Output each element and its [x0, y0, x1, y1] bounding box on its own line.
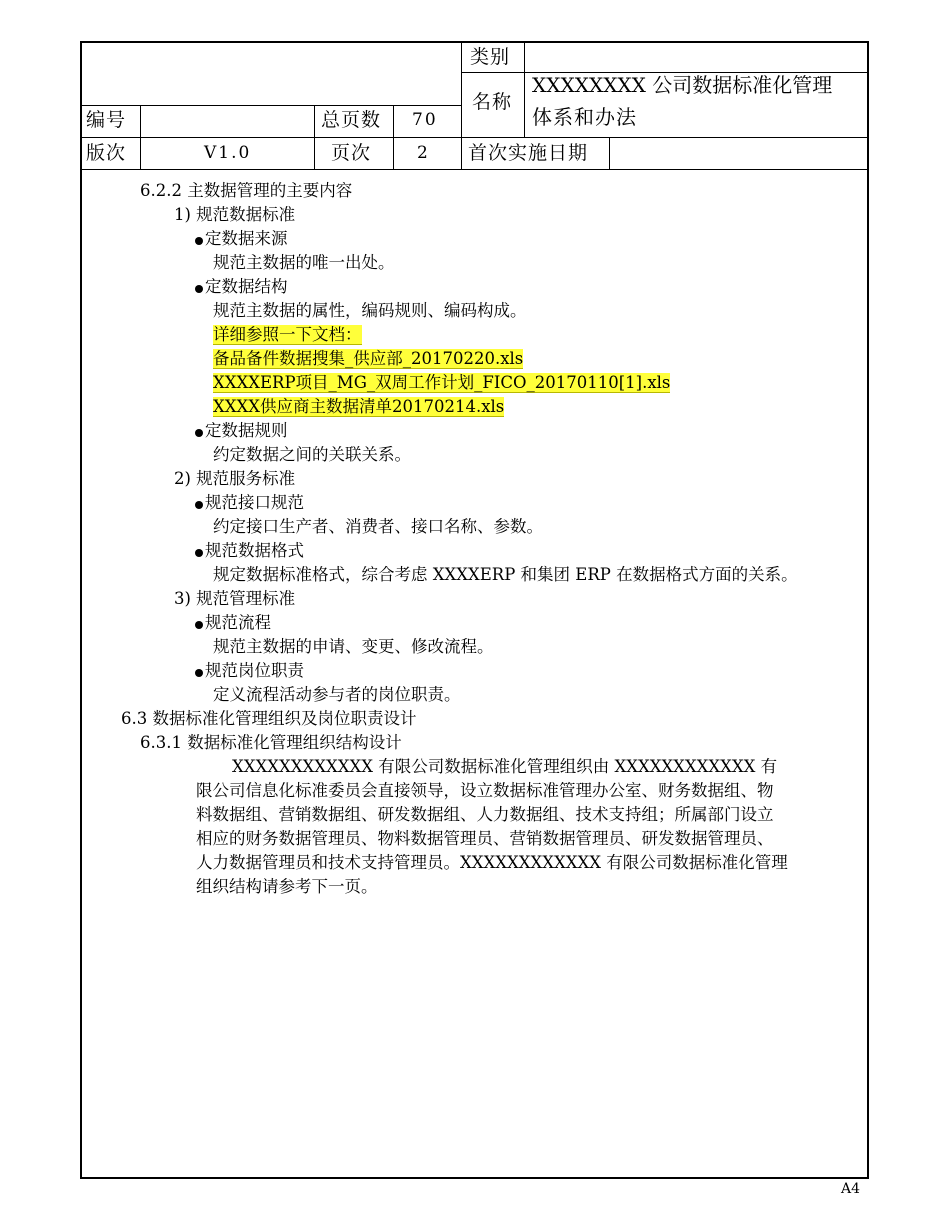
name-value-line1: XXXXXXXX 公司数据标准化管理	[532, 73, 833, 97]
total-pages-value: 70	[412, 110, 438, 130]
highlighted-reference-file-3: XXXX供应商主数据清单20170214.xls	[213, 397, 505, 416]
bullet-icon	[195, 501, 203, 509]
version-value: V1.0	[204, 143, 252, 163]
bullet-duty-desc: 定义流程活动参与者的岗位职责。	[213, 685, 461, 704]
header-line-number-top	[82, 105, 461, 106]
list-item-3: 3) 规范管理标准	[174, 589, 296, 608]
paragraph-line-6: 组织结构请参考下一页。	[196, 877, 378, 896]
bullet-duty: 规范岗位职责	[195, 660, 304, 682]
bullet-process-desc: 规范主数据的申请、变更、修改流程。	[213, 637, 494, 656]
page-value: 2	[417, 143, 430, 163]
section-heading-6-3: 6.3 数据标准化管理组织及岗位职责设计	[121, 709, 417, 728]
first-impl-date-label: 首次实施日期	[468, 142, 589, 164]
name-label: 名称	[472, 91, 513, 113]
header-vline-label-col	[140, 105, 141, 169]
highlighted-reference-file-1: 备品备件数据搜集_供应部_20170220.xls	[213, 349, 524, 368]
version-label: 版次	[86, 142, 127, 164]
bullet-data-source-desc: 规范主数据的唯一出处。	[213, 253, 395, 272]
paragraph-line-1: XXXXXXXXXXXX 有限公司数据标准化管理组织由 XXXXXXXXXXXX 有	[232, 757, 778, 776]
bullet-interface: 规范接口规范	[195, 492, 304, 514]
bullet-data-format-desc: 规定数据标准格式，综合考虑 XXXXERP 和集团 ERP 在数据格式方面的关系。	[213, 565, 798, 584]
bullet-icon	[195, 669, 203, 677]
paragraph-line-4: 相应的财务数据管理员、物料数据管理员、营销数据管理员、研发数据管理员、	[196, 829, 774, 848]
highlighted-reference-file-2: XXXXERP项目_MG_双周工作计划_FICO_20170110[1].xls	[213, 373, 671, 392]
list-item-2: 2) 规范服务标准	[174, 469, 296, 488]
bullet-icon	[195, 237, 203, 245]
name-value-line2: 体系和办法	[532, 105, 637, 129]
bullet-interface-desc: 约定接口生产者、消费者、接口名称、参数。	[213, 517, 543, 536]
header-vline-date	[609, 137, 610, 169]
bullet-data-rule-desc: 约定数据之间的关联关系。	[213, 445, 411, 464]
bullet-data-format: 规范数据格式	[195, 540, 304, 562]
document-body	[82, 171, 867, 1177]
bullet-icon	[195, 621, 203, 629]
bullet-data-source: 定数据来源	[195, 228, 288, 250]
header-line-bottom	[82, 169, 869, 170]
header-vline-mid-label	[314, 105, 315, 169]
bullet-data-structure-desc: 规范主数据的属性，编码规则、编码构成。	[213, 301, 527, 320]
section-heading-6-2-2: 6.2.2 主数据管理的主要内容	[140, 181, 353, 200]
category-label: 类别	[470, 46, 511, 68]
paragraph-line-3: 料数据组、营销数据组、研发数据组、人力数据组、技术支持组；所属部门设立	[196, 805, 774, 824]
bullet-icon	[195, 429, 203, 437]
section-heading-6-3-1: 6.3.1 数据标准化管理组织结构设计	[140, 733, 402, 752]
bullet-data-rule: 定数据规则	[195, 420, 288, 442]
bullet-icon	[195, 285, 203, 293]
page-label: 页次	[331, 142, 372, 164]
document-page	[80, 41, 869, 1179]
bullet-icon	[195, 549, 203, 557]
header-line-name-bottom	[82, 137, 869, 138]
total-pages-label: 总页数	[321, 109, 382, 131]
header-vline-right-block	[461, 43, 462, 169]
paper-size-label: A4	[841, 1181, 861, 1197]
paragraph-line-5: 人力数据管理员和技术支持管理员。XXXXXXXXXXXX 有限公司数据标准化管理	[196, 853, 788, 872]
paragraph-line-2: 限公司信息化标准委员会直接领导，设立数据标准管理办公室、财务数据组、物	[196, 781, 774, 800]
header-vline-mid-value	[393, 105, 394, 169]
header-vline-right-label	[524, 43, 525, 137]
number-label: 编号	[86, 109, 127, 131]
highlighted-reference-intro: 详细参照一下文档：	[213, 325, 362, 344]
list-item-1: 1) 规范数据标准	[174, 205, 296, 224]
bullet-process: 规范流程	[195, 612, 271, 634]
bullet-data-structure: 定数据结构	[195, 276, 288, 298]
